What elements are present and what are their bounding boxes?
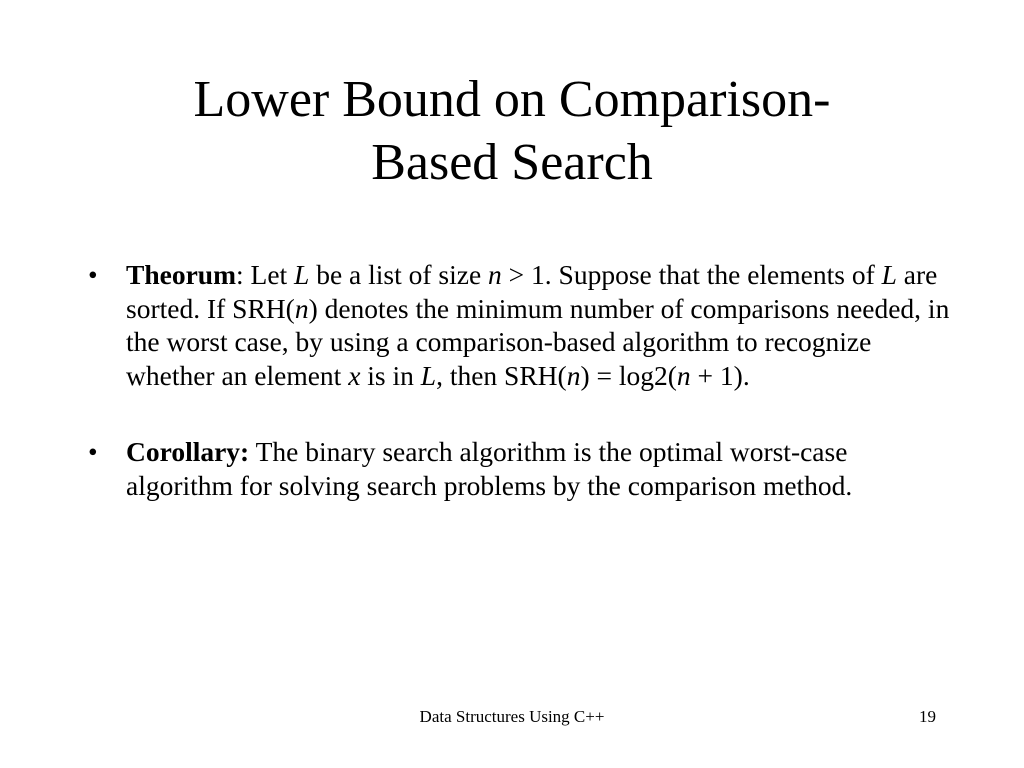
math-variable: L xyxy=(294,259,310,290)
title-line-2: Based Search xyxy=(371,134,653,191)
theorem-text-segment: ) denotes the minimum number of comparisons needed, in the worst case, by using a comparison-based algorithm to recognize whether an element xyxy=(126,292,950,391)
theorem-text-segment: be a list of size xyxy=(309,259,489,290)
theorem-label: Theorum xyxy=(126,259,236,290)
corollary-bullet xyxy=(88,435,958,502)
theorem-text-segment: , then SRH( xyxy=(436,359,567,391)
title-line-1: Lower Bound on Comparison- xyxy=(193,71,831,128)
footer-page-number: 19 xyxy=(919,707,936,726)
footer-course-title: Data Structures Using C++ xyxy=(419,707,605,726)
math-variable: L xyxy=(881,259,897,290)
theorem-text-segment: + 1). xyxy=(690,359,750,391)
theorem-text-segment: is in xyxy=(360,359,421,391)
math-variable: n xyxy=(294,292,309,324)
math-variable: n xyxy=(566,359,581,391)
bullet-list xyxy=(88,258,958,502)
theorem-text-segment: : Let xyxy=(236,259,295,290)
theorem-text-segment: are sorted. If SRH( xyxy=(126,259,938,324)
bullet-icon: • xyxy=(88,259,98,290)
slide-title xyxy=(60,68,964,194)
math-variable: L xyxy=(420,359,437,391)
corollary-label: Corollary: xyxy=(126,436,250,467)
theorem-bullet xyxy=(88,258,958,392)
theorem-text-segment: > 1. Suppose that the elements of xyxy=(501,259,882,290)
math-variable: n xyxy=(676,359,691,391)
corollary-text: The binary search algorithm is the optimal worst-case algorithm for solving search problems by the comparison method. xyxy=(126,436,853,501)
theorem-text xyxy=(126,259,949,391)
math-variable: x xyxy=(348,359,361,391)
bullet-icon: • xyxy=(88,436,98,467)
math-variable: n xyxy=(488,259,502,290)
theorem-text-segment: ) = log2( xyxy=(580,359,677,391)
